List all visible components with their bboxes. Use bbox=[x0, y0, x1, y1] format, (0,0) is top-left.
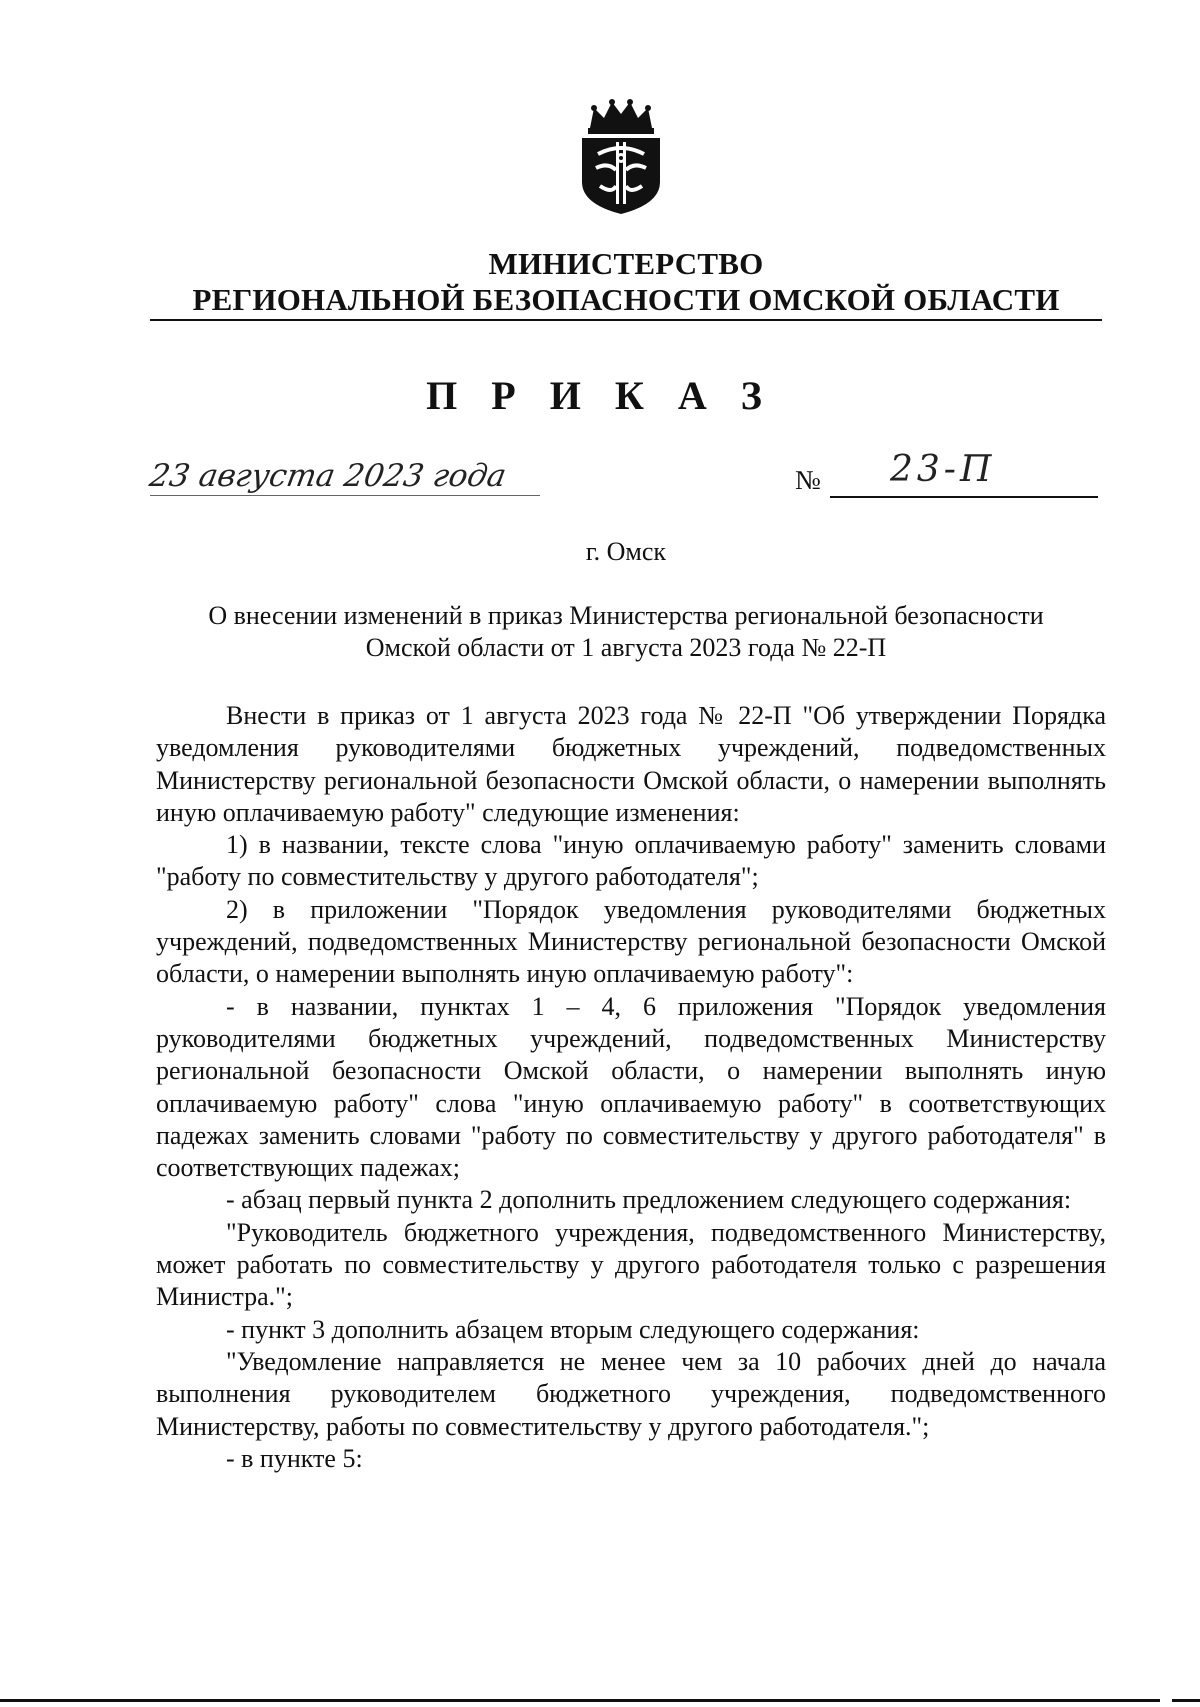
number-label: № bbox=[795, 465, 821, 495]
body-paragraph-3: 2) в приложении "Порядок уведомления руководителями бюджетных учреждений, подведомственных Министерству региональной безопасности Омской области, о намерении выполнять иную оплачиваемую работу": bbox=[156, 894, 1106, 989]
subject-line2: Омской области от 1 августа 2023 года № 22-П bbox=[365, 633, 887, 662]
document-subject bbox=[150, 600, 1102, 664]
date-underline bbox=[150, 495, 540, 496]
body-paragraph-1: Внести в приказ от 1 августа 2023 года № 22-П "Об утверждении Порядка уведомления руководителями бюджетных учреждений, подведомственных Министерству региональной безопасности Омской области, о намерении выполнять иную оплачиваемую работу" следующие изменения: bbox=[156, 701, 1106, 827]
handwritten-date: 23 августа 2023 года bbox=[146, 458, 509, 494]
header-divider bbox=[150, 319, 1102, 321]
handwritten-number: 23-П bbox=[890, 449, 996, 490]
body-paragraph-2: 1) в названии, тексте слова "иную оплачиваемую работу" заменить словами "работу по совместительству у другого работодателя"; bbox=[156, 830, 1106, 892]
body-paragraph-5: - абзац первый пункта 2 дополнить предложением следующего содержания: bbox=[226, 1185, 1072, 1215]
body-paragraph-9: - в пункте 5: bbox=[226, 1443, 363, 1473]
page-bottom-border bbox=[0, 1699, 1160, 1702]
ministry-name-line2: РЕГИОНАЛЬНОЙ БЕЗОПАСНОСТИ ОМСКОЙ ОБЛАСТИ bbox=[192, 282, 1060, 317]
document-body bbox=[156, 700, 1106, 1475]
body-paragraph-8: "Уведомление направляется не менее чем за 10 рабочих дней до начала выполнения руководителем бюджетного учреждения, подведомственного Министерству, работы по совместительству у другого работодателя."; bbox=[156, 1346, 1106, 1441]
body-paragraph-7: - пункт 3 дополнить абзацем вторым следующего содержания: bbox=[226, 1314, 920, 1344]
document-type-title: П Р И К А З bbox=[426, 373, 774, 418]
city-name: г. Омск bbox=[585, 537, 667, 566]
ministry-name-line1: МИНИСТЕРСТВО bbox=[488, 246, 764, 281]
body-paragraph-4: - в названии, пунктах 1 – 4, 6 приложения "Порядок уведомления руководителями бюджетных учреждений, подведомственных Министерству региональной безопасности Омской области, о намерении выполнять иную оплачиваемую работу" слова "иную оплачиваемую работу" в соответствующих падежах заменить словами "работу по совместительству у другого работодателя" в соответствующих падежах; bbox=[156, 991, 1106, 1183]
page-bottom-mark bbox=[1172, 1699, 1200, 1702]
omsk-coat-of-arms-icon bbox=[572, 98, 670, 216]
subject-line1: О внесении изменений в приказ Министерства региональной безопасности bbox=[208, 601, 1044, 630]
number-underline bbox=[830, 496, 1098, 498]
body-paragraph-6: "Руководитель бюджетного учреждения, подведомственного Министерству, может работать по совместительству у другого работодателя только с разрешения Министра."; bbox=[156, 1217, 1106, 1312]
